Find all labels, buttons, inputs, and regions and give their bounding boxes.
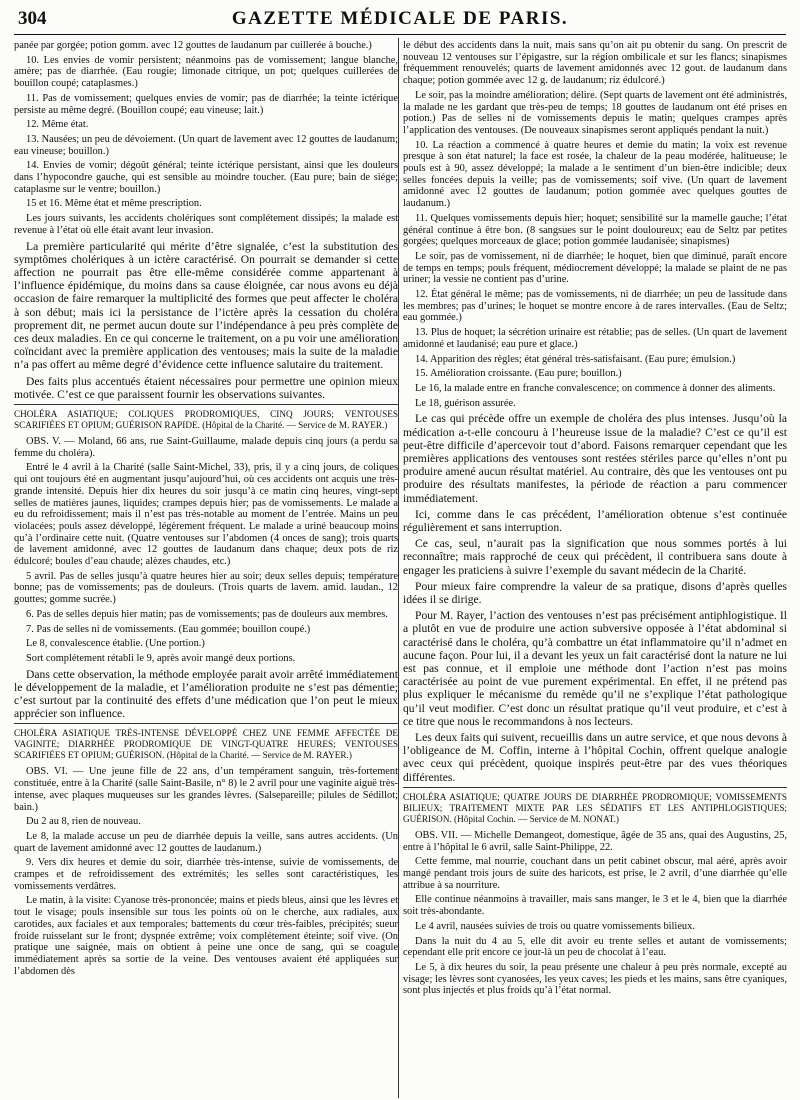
section-rule (403, 787, 787, 788)
page-number: 304 (18, 8, 47, 29)
case-paragraph: Le 8, convalescence établie. (Une portion.) (26, 638, 205, 650)
left-column (14, 40, 398, 1096)
page-header (14, 8, 786, 35)
case-paragraph: Elle continue néanmoins à travailler, mais sans manger, le 3 et le 4, bien que la diarrhée soit très-abondante. (403, 894, 787, 918)
case-paragraph: 14. Envies de vomir; dégoût général; teinte ictérique persistant, ainsi que les douleurs dans l’hypocondre gauche, qui est sensible au moindre toucher. (Eau pure; bain de siége; cataplasme sur le ventre; bouillon.) (14, 160, 398, 195)
section-rule (14, 723, 398, 724)
commentary-paragraph: La première particularité qui mérite d’être signalée, c’est la substitution des symptômes cholériques à un ictère caractérisé. On pourrait se demander si cette affection ne pourrait pas être elle-même considérée comme appartenant à l’influence épidémique, du moins dans sa cause éloignée, car nous avons eu déjà occasion de faire remarquer la multiplicité des formes que peut affecter le choléra à son début; mais ici la persistance de l’ictère après la cessation du choléra proprement dit, ne permet aucun doute sur l’indépendance à peu près complète de ces deux maladies. En ce qui concerne le traitement, on a pu voir une amélioration coïncidant avec la première application des ventouses; mais la suite de la maladie n’a pas offert au même degré d’évidence cette influence salutaire du traitement. (14, 239, 398, 372)
case-paragraph: OBS. VII. — Michelle Demangeot, domestique, âgée de 35 ans, quai des Augustins, 25, entre à l’hôpital le 6 avril, salle Saint-Philippe, 22. (403, 829, 787, 853)
case-paragraph: 9. Vers dix heures et demie du soir, diarrhée très-intense, suivie de vomissements, de crampes et de refroidissement des extrémités; les selles sont caractéristiques, les vomissements verdâtres. (14, 857, 398, 892)
section-rule (14, 404, 398, 405)
case-paragraph: 10. Les envies de vomir persistent; néanmoins pas de vomissement; langue blanche, amère; pas de diarrhée. (Eau rougie; limonade citrique, un pot; quelques cuillerées de bouillon coupé; cataplasmes.) (14, 54, 398, 90)
commentary-paragraph: Le cas qui précède offre un exemple de choléra des plus intenses. Jusqu’où la médication a-t-elle concouru à l’heureuse issue de la maladie? C’est ce qu’il est peut-être difficile d’apercevoir tout d’abord. Faisons remarquer cependant que les premières applications des ventouses sont restées stériles parce qu’elles n’ont pu produire amené aucun résultat matériel. Au contraire, dès que les ventouses ont pu produire des résultats manifestes, la période de réaction a paru commencer immédiatement. (403, 412, 787, 505)
case-paragraph: 13. Plus de hoquet; la sécrétion urinaire est rétablie; pas de selles. (Un quart de lavement amidonné et laudanisé; eau pure et glace.) (403, 327, 787, 350)
case-paragraph: 7. Pas de selles ni de vomissements. (Eau gommée; bouillon coupé.) (26, 623, 311, 635)
case-paragraph: OBS. VI. — Une jeune fille de 22 ans, d’un tempérament sanguin, très-fortement constituée, entre à la Charité (salle Saint-Basile, n° 8) le 2 avril pour une vaginite aiguë très-intense, avec plaques muqueuses sur les grandes lèvres. (Salsepareille; pilules de Sédillot; bain.) (14, 766, 398, 813)
case-paragraph: Le soir, pas la moindre amélioration; délire. (Sept quarts de lavement ont été administrés, la malade ne les gardant que très-peu de temps; 18 gouttes de laudanum ont été prises en potion.) Pas de selles ni de vomissements depuis le matin; quelques crampes après l’application des ventouses. (De nouveaux sinapismes seront appliqués pendant la nuit.) (403, 89, 787, 136)
case-paragraph: Le 18, guérison assurée. (415, 397, 516, 409)
right-column (403, 40, 787, 1096)
case-paragraph: Cette femme, mal nourrie, couchant dans un petit cabinet obscur, mal aéré, après avoir mangé pendant trois jours de suite des haricots, est prise, le 2 avril, d’une diarrhée qu’elle attribue à sa nourriture. (403, 856, 787, 891)
case-paragraph: Les jours suivants, les accidents cholériques sont complétement dissipés; la malade est revenue à l’état où elle était avant leur invasion. (14, 213, 398, 236)
commentary-paragraph: Pour mieux faire comprendre la valeur de sa pratique, disons d’après quelles idées il se dirige. (403, 579, 787, 607)
case-paragraph: 15 et 16. Même état et même prescription. (26, 198, 202, 210)
case-paragraph: Entré le 4 avril à la Charité (salle Saint-Michel, 33), pris, il y a cinq jours, de coliques qui ont toujours été en augmentant jusqu’aujourd’hui, où ces accidents ont acquis une très-grande intensité. Depuis hier dix heures du soir jusqu’à ce matin cinq heures, vingt-sept selles de matières jaunes, liquides; crampes depuis hier; pas de vomissements. Le malade a eu du refroidissement; mais il n’est pas très-notable au moment de l’entrée. Mains un peu violacées; pouls assez développé, légèrement fréquent. Le malade a uriné beaucoup moins qu’à l’ordinaire cette nuit. (Quatre ventouses sur l’abdomen (4 onces de sang); trois quarts de lavement amidonné, avec 12 gouttes de laudanum dans chaque; deux pots de riz édulcoré; boules d’eau chaude; alèzes chaudes, etc.) (14, 462, 398, 568)
case-heading: CHOLÉRA ASIATIQUE; QUATRE JOURS DE DIARRHÉE PRODROMIQUE; VOMISSEMENTS BILIEUX; TRAITEMENT MIXTE PAR LES SÉDATIFS ET LES ANTIPHLOGISTIQUES; GUÉRISON. (Hôpital Cochin. — Service de M. NONAT.) (403, 791, 787, 824)
case-paragraph: 11. Quelques vomissements depuis hier; hoquet; sensibilité sur la mamelle gauche; l’état général continue à être bon. (8 sangsues sur le point douloureux; eau de Seltz par petites gorgées; quelques morceaux de glace; potion gommée laudanisée; sinapismes) (403, 212, 787, 248)
case-paragraph: 11. Pas de vomissement; quelques envies de vomir; pas de diarrhée; la teinte ictérique persiste au même degré. (Bouillon coupé; eau vineuse; lait.) (14, 92, 398, 116)
case-paragraph: Sort complétement rétabli le 9, après avoir mangé deux portions. (26, 652, 296, 664)
case-paragraph: 12. Même état. (26, 119, 89, 131)
commentary-paragraph: Pour M. Rayer, l’action des ventouses n’est pas précisément antiphlogistique. Il a plutôt en vue de produire une action subversive opposée à l’état abdominal si caractérisé dans le choléra, qu’à combattre un état inflammatoire qu’il n’admet en aucune façon. Pour lui, il a devant les yeux un fait caractérisé dont la nature ne lui est pas connue, et il emploie une méthode dont l’action n’est pas moins caractérisée au point de vue purement expérimental. En effet, il ne prétend pas plus expliquer le mécanisme du remède qu’il ne s’explique l’état pathologique qu’il veut modifier. C’est donc un résultat pratique qu’il veut produire, et c’est à ce titre que nous le recommandons à nos lecteurs. (403, 609, 787, 728)
column-divider (398, 38, 399, 1098)
case-paragraph: Le 4 avril, nausées suivies de trois ou quatre vomissements bilieux. (415, 920, 695, 932)
case-paragraph: Le matin, à la visite: Cyanose très-prononcée; mains et pieds bleus, ainsi que les lèvres et tout le visage; pouls insensible sur tous les points où on le cherche, aux radiales, aux carotides, aux faciales et aux temporales; battements du cœur très-faibles, précipités; sueur froide ruisselant sur le front; dyspnée extrême; voix complétement éteinte; soif vive. (On pratique une saignée, mais on obtient à peine une once de sang, qui se coagule immédiatement après sa sortie de la veine. Des ventouses avaient été appliquées sur l’abdomen dès (14, 895, 398, 977)
case-paragraph: Le soir, pas de vomissement, ni de diarrhée; le hoquet, bien que diminué, paraît encore de temps en temps; pouls fréquent, médiocrement développé; la malade se plaint de ne pas uriner; la vessie ne contient pas d’urine. (403, 250, 787, 286)
commentary-paragraph: Dans cette observation, la méthode employée parait avoir arrêté immédiatement le développement de la maladie, et l’amélioration produite ne s’est pas démentie; c’est surtout par la continuité des effets d’une médication que l’on peut le mieux apprécier son influence. (14, 667, 398, 721)
case-paragraph: Le 16, la malade entre en franche convalescence; on commence à donner des aliments. (415, 382, 776, 394)
commentary-paragraph: Ici, comme dans le cas précédent, l’amélioration obtenue s’est continuée régulièrement et sans interruption. (403, 507, 787, 535)
commentary-paragraph: Ce cas, seul, n’aurait pas la signification que nous sommes portés à lui reconnaître; mais rapproché de ceux qui précèdent, il contribuera sans doute à engager les praticiens à suivre l’exemple du savant médecin de la Charité. (403, 537, 787, 577)
case-paragraph: Le 8, la malade accuse un peu de diarrhée depuis la veille, sans autres accidents. (Un quart de lavement amidonné avec 12 gouttes de laudanum.) (14, 830, 398, 854)
case-paragraph: Dans la nuit du 4 au 5, elle dit avoir eu trente selles et autant de vomissements; cependant elle prit encore ce jour-là un peu de chocolat à l’eau. (403, 935, 787, 959)
case-paragraph: 15. Amélioration croissante. (Eau pure; bouillon.) (415, 368, 622, 380)
commentary-paragraph: Les deux faits qui suivent, recueillis dans un autre service, et que nous devons à l’obligeance de M. Coffin, interne à l’hôpital Cochin, offrent quelque analogie avec ceux qui précèdent, quoique inspirés peut-être par des vues théoriques différentes. (403, 731, 787, 784)
case-paragraph: 13. Nausées; un peu de dévoiement. (Un quart de lavement avec 12 gouttes de laudanum; eau vineuse; bouillon.) (14, 133, 398, 157)
case-paragraph: OBS. V. — Moland, 66 ans, rue Saint-Guillaume, malade depuis cinq jours (a perdu sa femme du choléra). (14, 435, 398, 459)
case-paragraph: 5 avril. Pas de selles jusqu’à quatre heures hier au soir; deux selles depuis; température bonne; pas de vomissements; pas de douleurs. (Trois quarts de lavem. amid. laudan., 12 gouttes; gomme sucrée.) (14, 570, 398, 606)
case-paragraph: Du 2 au 8, rien de nouveau. (26, 816, 141, 828)
journal-title: GAZETTE MÉDICALE DE PARIS. (231, 8, 569, 29)
case-paragraph: panée par gorgée; potion gomm. avec 12 gouttes de laudanum par cuillerée à bouche.) (14, 40, 372, 51)
case-paragraph: 6. Pas de selles depuis hier matin; pas de vomissements; pas de douleurs aux membres. (26, 608, 388, 620)
case-heading: CHOLÉRA ASIATIQUE; COLIQUES PRODROMIQUES, CINQ JOURS; VENTOUSES SCARIFIÉES ET OPIUM; GUÉRISON RAPIDE. (Hôpital de la Charité. — Service de M. RAYER.) (14, 408, 398, 430)
case-paragraph: Le 5, à dix heures du soir, la peau présente une chaleur à peu près normale, excepté au visage; les lèvres sont cyanosées, les yeux caves; les pieds et les mains, sans être cyaniques, sont plus injectés et plus froids qu’à l’état normal. (403, 961, 787, 997)
case-paragraph: 10. La réaction a commencé à quatre heures et demie du matin; la voix est revenue presque à son état naturel; la face est rosée, la chaleur de la peau modérée, halitueuse; le pouls est à 90, assez développé; la malade a le sentiment d’un bien-être indicible; deux selles foncées depuis la veille; pas de vomissements; soif vive. (Un quart de lavement amidonné avec 12 gouttes de laudanum; potion gommée avec quelques gouttes de laudanum.) (403, 139, 787, 210)
case-heading: CHOLÉRA ASIATIQUE TRÈS-INTENSE DÉVELOPPÉ CHEZ UNE FEMME AFFECTÉE DE VAGINITE; DIARRHÉE PRODROMIQUE DE VINGT-QUATRE HEURES; VENTOUSES SCARIFIÉES ET OPIUM; GUÉRISON. (Hôpital de la Charité. — Service de M. RAYER.) (14, 728, 398, 761)
commentary-paragraph: Des faits plus accentués étaient nécessaires pour permettre une opinion mieux motivée. C’est ce que paraissent fournir les observations suivantes. (14, 374, 398, 401)
case-paragraph: 14. Apparition des règles; état général très-satisfaisant. (Eau pure; émulsion.) (415, 353, 736, 365)
case-paragraph: 12. État général le même; pas de vomissements, ni de diarrhée; un peu de lassitude dans les membres; pas d’urines; le hoquet se montre encore à de rares intervalles. (Eau de Seltz; eau gommée.) (403, 289, 787, 324)
case-paragraph: le début des accidents dans la nuit, mais sans qu’on ait pu obtenir du sang. On prescrit de nouveau 12 ventouses sur l’épigastre, sur la région ombilicale et sur les flancs; sinapismes fréquemment renouvelés; quarts de lavement amidonnés avec 12 gout. de laudanum dans chaque; potion gommée avec 12 g. de laudanum; riz édulcoré.) (403, 40, 787, 87)
